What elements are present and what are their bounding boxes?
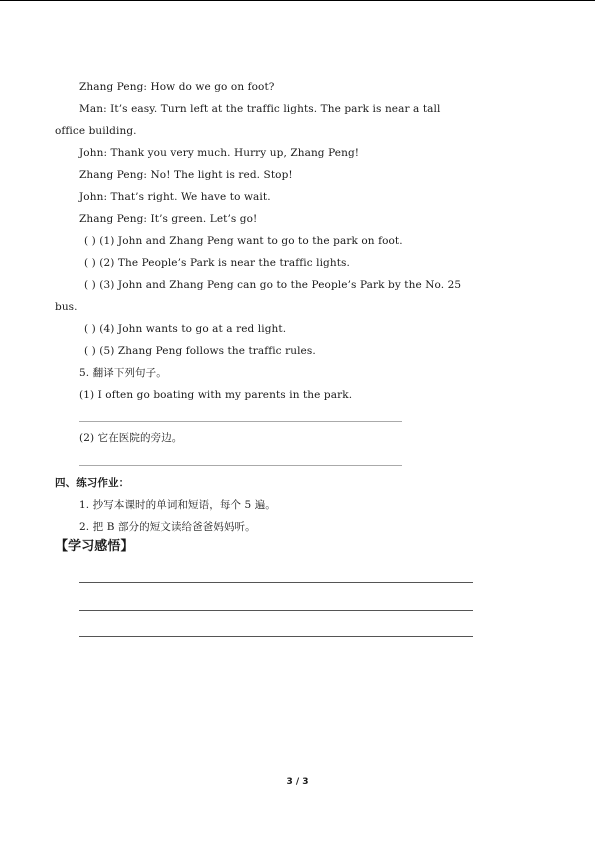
answer-line [79,421,402,422]
judgement-item: ( ) (1) John and Zhang Peng want to go to the park on foot. [84,235,403,247]
reflection-line [79,582,473,583]
dialogue-line: John: Thank you very much. Hurry up, Zhang Peng! [79,147,360,159]
page-number: 3 / 3 [286,777,309,787]
dialogue-line: Man: It’s easy. Turn left at the traffic lights. The park is near a tall [79,103,441,115]
reflection-line [79,610,473,611]
judgement-item: ( ) (2) The People’s Park is near the traffic lights. [84,257,350,269]
translate-item: (1) I often go boating with my parents in the park. [79,389,353,401]
translate-title: 5. 翻译下列句子。 [79,367,167,379]
dialogue-line: Zhang Peng: How do we go on foot? [79,81,275,93]
page-top-border [0,0,595,1]
judgement-item: ( ) (5) Zhang Peng follows the traffic rules. [84,345,316,357]
reflection-title: 【学习感悟】 [55,539,134,554]
dialogue-line: John: That’s right. We have to wait. [79,191,271,203]
homework-item: 2. 把 B 部分的短文读给爸爸妈妈听。 [79,521,256,533]
translate-item: (2) 它在医院的旁边。 [79,432,183,444]
homework-item: 1. 抄写本课时的单词和短语，每个 5 遍。 [79,499,276,511]
dialogue-line: Zhang Peng: It’s green. Let’s go! [79,213,258,225]
dialogue-line-continued: office building. [55,125,137,137]
judgement-item: ( ) (4) John wants to go at a red light. [84,323,287,335]
judgement-item: ( ) (3) John and Zhang Peng can go to the People’s Park by the No. 25 [84,279,462,291]
answer-line [79,465,402,466]
homework-title: 四、练习作业： [55,477,130,489]
reflection-line [79,636,473,637]
dialogue-line: Zhang Peng: No! The light is red. Stop! [79,169,293,181]
judgement-item-continued: bus. [55,301,78,313]
